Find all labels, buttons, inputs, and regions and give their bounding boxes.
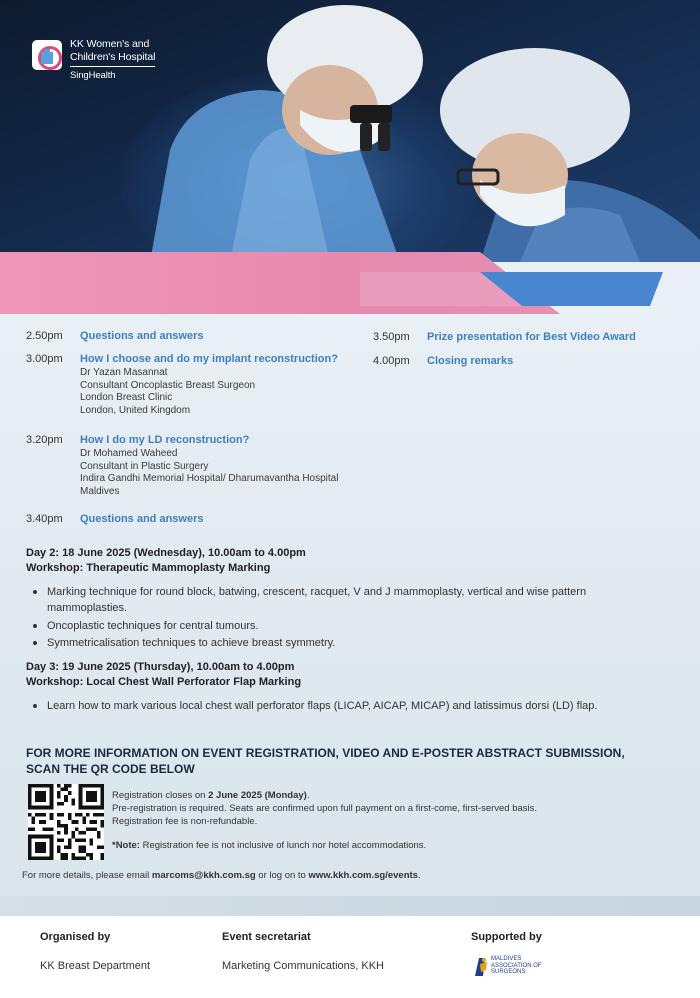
org-name-line2: Children's Hospital: [70, 51, 156, 63]
schedule-title: How I choose and do my implant reconstruction?: [80, 353, 338, 365]
registration-date: 2 June 2025 (Monday): [208, 790, 307, 801]
day2-workshop: Workshop: Therapeutic Mammoplasty Marking: [26, 562, 271, 574]
schedule-title: Prize presentation for Best Video Award: [427, 331, 636, 343]
bullet-icon: [33, 590, 37, 594]
bullet-icon: [33, 704, 37, 708]
maldives-association-logo: [473, 954, 543, 978]
speaker-location: London, United Kingdom: [80, 404, 191, 416]
bullet-icon: [33, 624, 37, 628]
org-name-line1: KK Women's and: [70, 38, 150, 50]
speaker-role: Consultant Oncoplastic Breast Surgeon: [80, 379, 256, 391]
schedule-time: 3.00pm: [26, 353, 63, 365]
schedule-title: Questions and answers: [80, 513, 204, 525]
day2-bullet: Marking technique for round block, batwing, crescent, racquet, V and J mammoplasty, vertical and wise pattern: [47, 586, 587, 598]
schedule-title: Closing remarks: [427, 355, 514, 367]
hero-surgeons-image: [0, 0, 700, 262]
kkh-logo: [32, 38, 155, 82]
org-sub: SingHealth: [70, 66, 155, 82]
speaker-institution: Indira Gandhi Memorial Hospital/ Dharumavantha Hospital: [80, 473, 339, 484]
secretariat-value: Marketing Communications, KKH: [222, 960, 385, 972]
day3-workshop: Workshop: Local Chest Wall Perforator Flap Marking: [26, 676, 302, 688]
day2-bullet: Oncoplastic techniques for central tumours.: [47, 620, 259, 632]
bullet-icon: [33, 641, 37, 645]
schedule-time: 2.50pm: [26, 330, 63, 342]
schedule-time: 3.20pm: [26, 434, 63, 446]
supported-label: Supported by: [471, 931, 542, 943]
website-link[interactable]: www.kkh.com.sg/events: [308, 870, 418, 881]
organised-value: KK Breast Department: [40, 960, 151, 972]
speaker-name: Dr Yazan Masannat: [80, 367, 168, 378]
preregistration-note: Pre-registration is required. Seats are confirmed upon full payment on a first-come, first-served basis.: [112, 803, 538, 814]
speaker-details: [80, 367, 255, 417]
schedule-time: 3.40pm: [26, 513, 63, 525]
nonrefundable-note: Registration fee is non-refundable.: [112, 816, 258, 827]
registration-closes: Registration closes on 2 June 2025 (Monday).: [112, 790, 310, 801]
info-heading-line1: FOR MORE INFORMATION ON EVENT REGISTRATION, VIDEO AND E-POSTER ABSTRACT SUBMISSION,: [26, 746, 625, 760]
speaker-role: Consultant in Plastic Surgery: [80, 460, 209, 472]
contact-details: For more details, please email marcoms@kkh.com.sg or log on to www.kkh.com.sg/events.: [22, 870, 421, 881]
footer: [0, 916, 700, 998]
speaker-institution: London Breast Clinic: [80, 392, 173, 403]
day2-bullet: Symmetricalisation techniques to achieve breast symmetry.: [47, 637, 336, 649]
kkh-emblem-icon: [32, 40, 62, 70]
footer-band: [0, 896, 700, 916]
email-link[interactable]: marcoms@kkh.com.sg: [151, 870, 256, 881]
registration-qr-code[interactable]: [28, 784, 104, 860]
fee-note: *Note: Registration fee is not inclusive of lunch nor hotel accommodations.: [112, 840, 427, 851]
day3-heading: Day 3: 19 June 2025 (Thursday), 10.00am to 4.00pm: [26, 661, 295, 673]
supporter-logo-text: MALDIVES ASSOCIATION OF SURGEONS: [491, 956, 542, 975]
organised-label: Organised by: [40, 931, 111, 943]
schedule-time: 3.50pm: [373, 331, 410, 343]
secretariat-label: Event secretariat: [222, 931, 311, 943]
schedule-time: 4.00pm: [373, 355, 410, 367]
day2-heading: Day 2: 18 June 2025 (Wednesday), 10.00am to 4.00pm: [26, 547, 306, 559]
speaker-name: Dr Mohamed Waheed: [80, 448, 178, 459]
day2-bullet-cont: mammoplasties.: [47, 602, 128, 614]
speaker-details: [80, 448, 338, 498]
speaker-location: Maldives: [80, 485, 120, 497]
day3-bullet: Learn how to mark various local chest wall perforator flaps (LICAP, AICAP, MICAP) and latissimus dorsi (LD) flap.: [47, 700, 598, 712]
schedule-title: Questions and answers: [80, 330, 204, 342]
kkh-logo-text: [70, 38, 155, 82]
schedule-title: How I do my LD reconstruction?: [80, 434, 250, 446]
info-heading-line2: SCAN THE QR CODE BELOW: [26, 762, 195, 776]
